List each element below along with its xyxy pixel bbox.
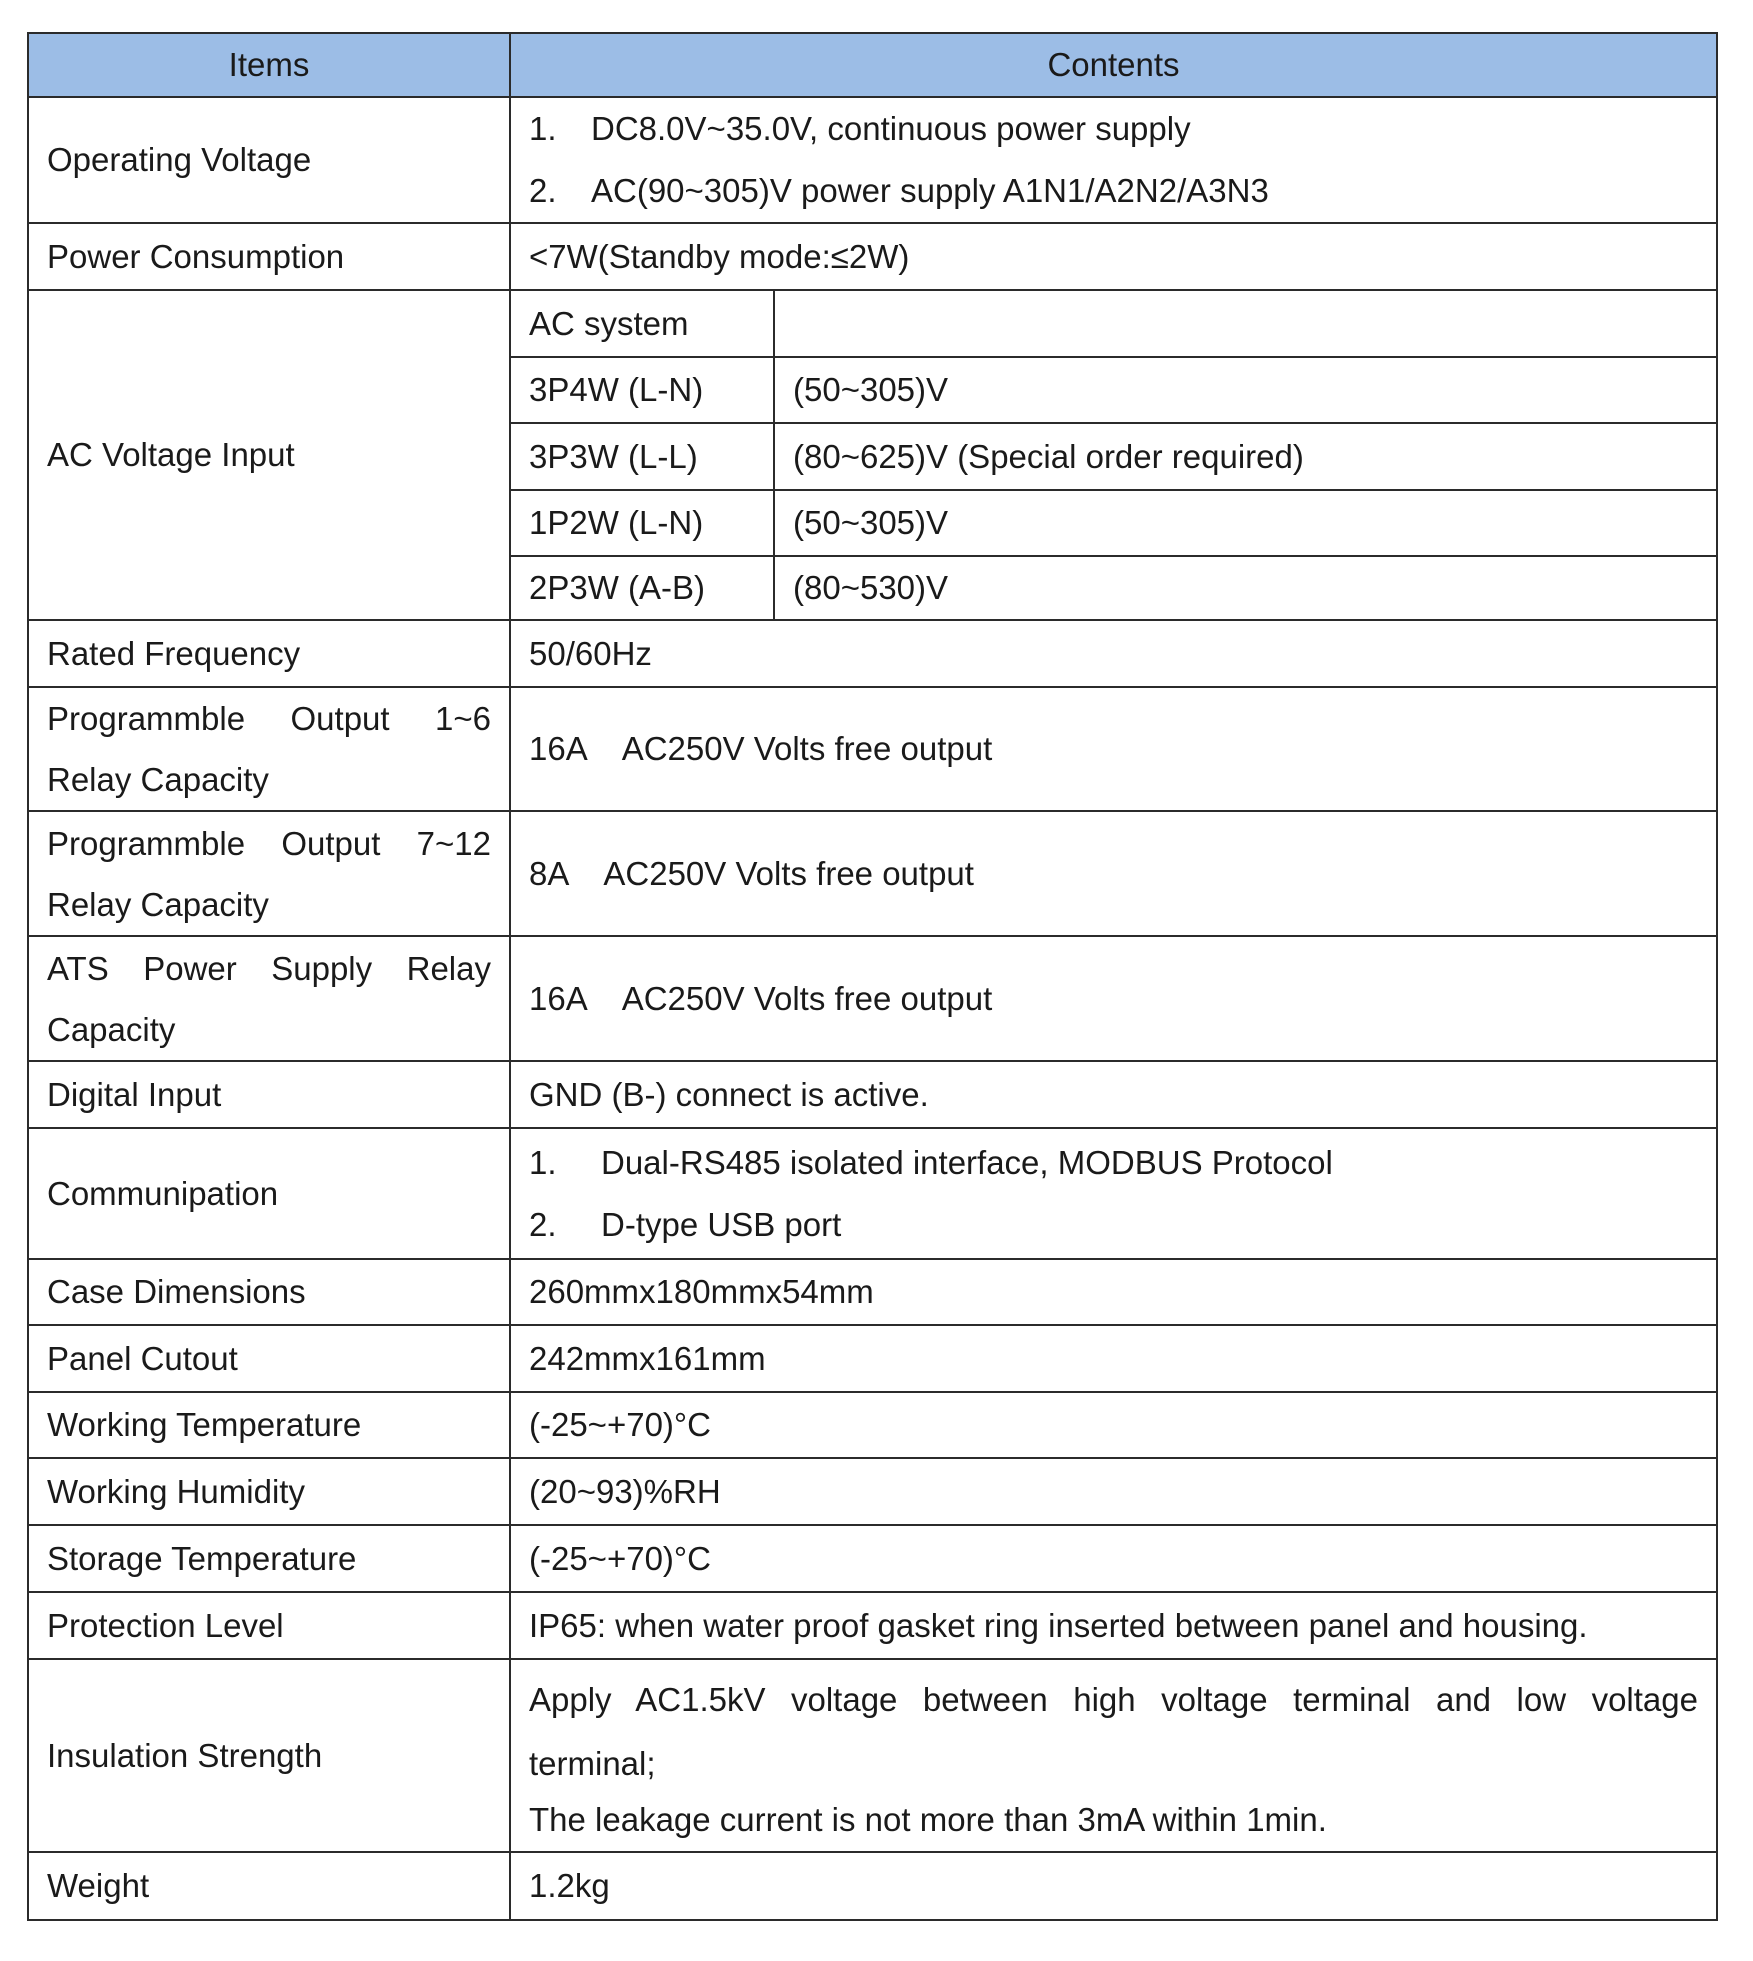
ats-relay-label: ATS Power Supply Relay Capacity: [28, 936, 510, 1061]
table-row: [28, 97, 1717, 223]
power-consumption-label: Power Consumption: [28, 223, 510, 290]
storage-temperature-value: (-25~+70)°C: [510, 1525, 1717, 1592]
case-dimensions-value: 260mmx180mmx54mm: [510, 1259, 1717, 1325]
operating-voltage-label: Operating Voltage: [28, 97, 510, 223]
table-row: [28, 1525, 1717, 1592]
protection-level-value: IP65: when water proof gasket ring inserted between panel and housing.: [510, 1592, 1717, 1659]
contents-header: Contents: [510, 33, 1717, 97]
list-item: 2. D-type USB port: [529, 1205, 842, 1243]
list-item: 2. AC(90~305)V power supply A1N1/A2N2/A3N3: [529, 172, 1269, 209]
table-row: [28, 1325, 1717, 1392]
power-consumption-value: <7W(Standby mode:≤2W): [510, 223, 1717, 290]
insulation-strength-value: [510, 1659, 1717, 1852]
ac-system-range: (50~305)V: [774, 490, 1717, 556]
insulation-text-line: Apply AC1.5kV voltage between high voltage terminal and low voltage: [529, 1680, 1698, 1718]
working-temperature-value: (-25~+70)°C: [510, 1392, 1717, 1458]
table-row: [28, 811, 1717, 936]
spec-table-container: [27, 32, 1718, 1921]
table-row: [28, 1128, 1717, 1259]
table-row: [28, 1392, 1717, 1458]
table-row: [28, 290, 1717, 357]
communication-label: Communipation: [28, 1128, 510, 1259]
specifications-table: [27, 32, 1718, 1921]
relay-1-6-label: Programmble Output 1~6 Relay Capacity: [28, 687, 510, 811]
operating-voltage-value: [510, 97, 1717, 223]
communication-value: [510, 1128, 1717, 1259]
table-row: [28, 687, 1717, 811]
weight-value: 1.2kg: [510, 1852, 1717, 1920]
case-dimensions-label: Case Dimensions: [28, 1259, 510, 1325]
ac-system-range: (50~305)V: [774, 357, 1717, 423]
table-row: [28, 620, 1717, 687]
rated-frequency-value: 50/60Hz: [510, 620, 1717, 687]
items-header: Items: [28, 33, 510, 97]
ats-relay-value: 16A AC250V Volts free output: [510, 936, 1717, 1061]
relay-7-12-value: 8A AC250V Volts free output: [510, 811, 1717, 936]
working-temperature-label: Working Temperature: [28, 1392, 510, 1458]
table-row: [28, 1852, 1717, 1920]
table-row: [28, 1659, 1717, 1852]
table-row: [28, 1259, 1717, 1325]
protection-level-label: Protection Level: [28, 1592, 510, 1659]
insulation-strength-label: Insulation Strength: [28, 1659, 510, 1852]
list-item: 1. Dual-RS485 isolated interface, MODBUS Protocol: [529, 1143, 1333, 1181]
ac-system-type: 2P3W (A-B): [510, 556, 774, 620]
ac-system-type: 1P2W (L-N): [510, 490, 774, 556]
panel-cutout-value: 242mmx161mm: [510, 1325, 1717, 1392]
weight-label: Weight: [28, 1852, 510, 1920]
ac-system-header: AC system: [510, 290, 774, 357]
table-row: [28, 936, 1717, 1061]
rated-frequency-label: Rated Frequency: [28, 620, 510, 687]
table-row: [28, 1458, 1717, 1525]
ac-system-range: (80~530)V: [774, 556, 1717, 620]
table-row: [28, 223, 1717, 290]
insulation-text-line: The leakage current is not more than 3mA within 1min.: [529, 1800, 1327, 1838]
working-humidity-label: Working Humidity: [28, 1458, 510, 1525]
working-humidity-value: (20~93)%RH: [510, 1458, 1717, 1525]
table-row: [28, 1592, 1717, 1659]
ac-system-type: 3P3W (L-L): [510, 423, 774, 490]
ac-system-header-blank: [774, 290, 1717, 357]
panel-cutout-label: Panel Cutout: [28, 1325, 510, 1392]
ac-system-type: 3P4W (L-N): [510, 357, 774, 423]
ac-voltage-input-label: AC Voltage Input: [28, 290, 510, 620]
digital-input-value: GND (B-) connect is active.: [510, 1061, 1717, 1128]
insulation-text-line: terminal;: [529, 1744, 656, 1782]
ac-system-range: (80~625)V (Special order required): [774, 423, 1717, 490]
list-item: 1. DC8.0V~35.0V, continuous power supply: [529, 110, 1191, 147]
relay-7-12-label: Programmble Output 7~12 Relay Capacity: [28, 811, 510, 936]
storage-temperature-label: Storage Temperature: [28, 1525, 510, 1592]
header-row: [28, 33, 1717, 97]
table-row: [28, 1061, 1717, 1128]
digital-input-label: Digital Input: [28, 1061, 510, 1128]
relay-1-6-value: 16A AC250V Volts free output: [510, 687, 1717, 811]
